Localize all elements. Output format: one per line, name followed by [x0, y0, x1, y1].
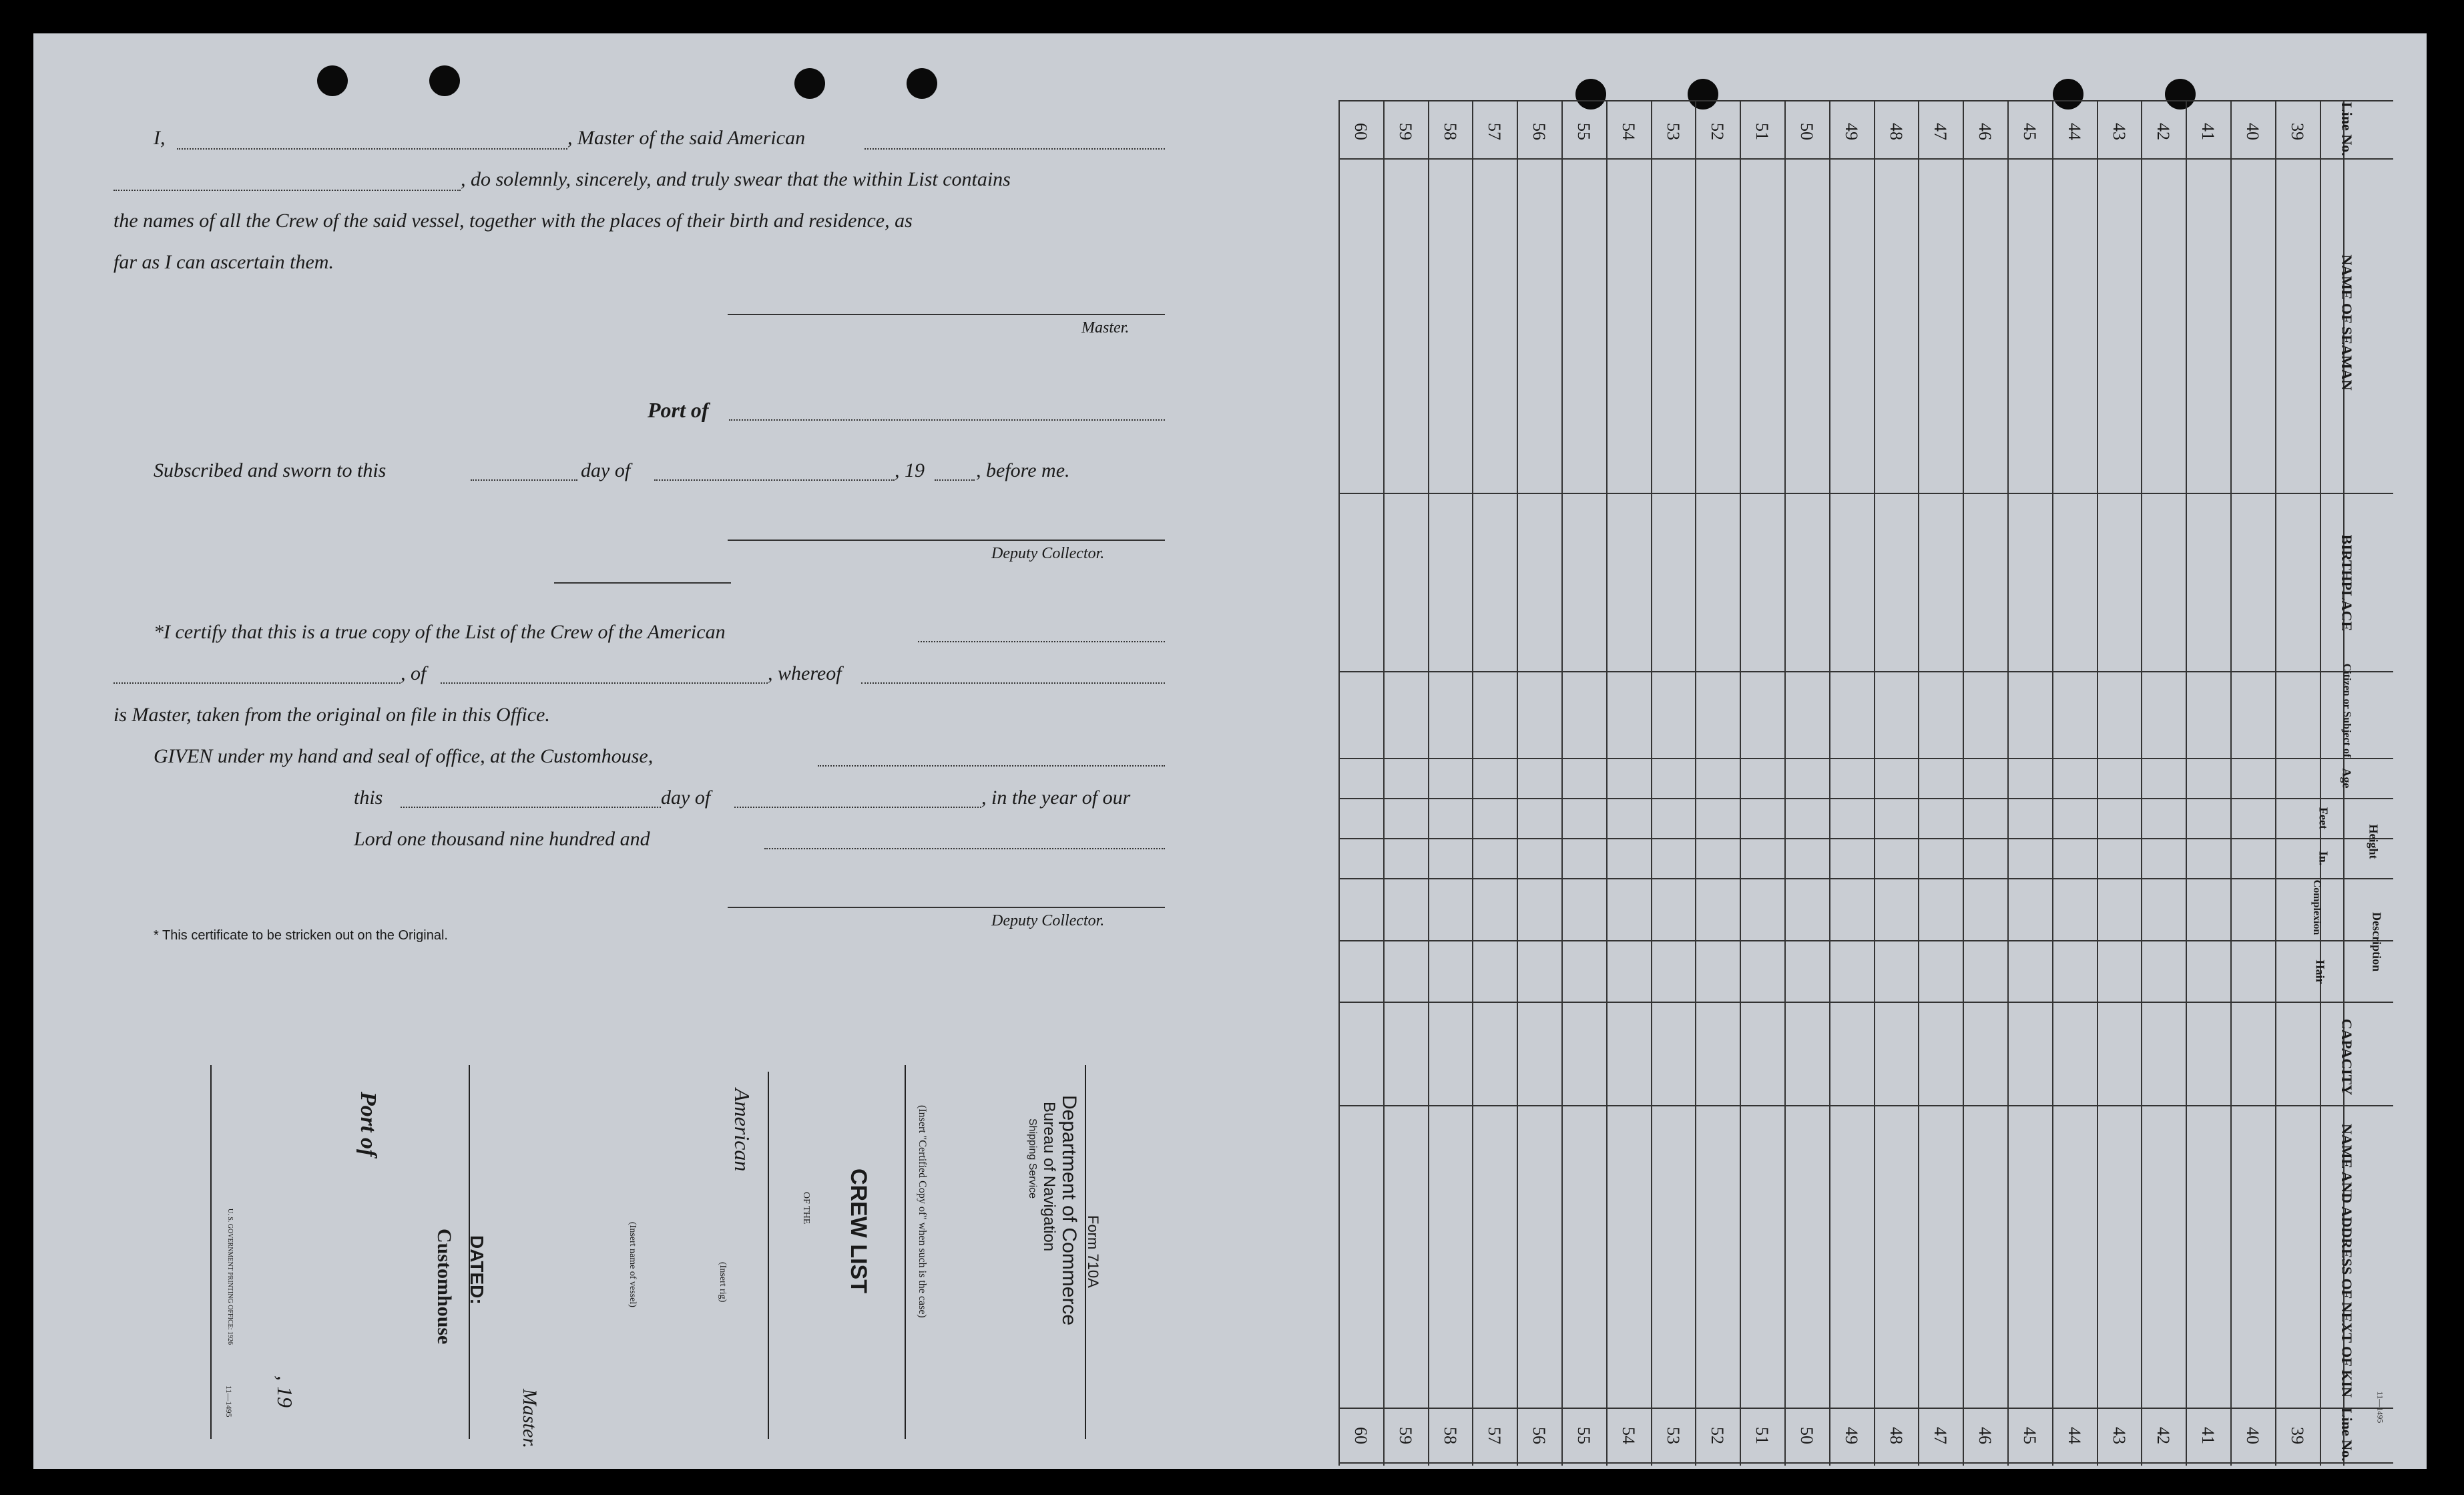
- table-column-rule: [1784, 100, 1786, 1466]
- stub-bureau: Bureau of Navigation: [1040, 1102, 1058, 1252]
- line-number: 48: [1886, 123, 1906, 140]
- line-number: 53: [1663, 1427, 1683, 1444]
- table-rule: [1338, 758, 2393, 759]
- header-hair: Hair: [2313, 959, 2327, 984]
- table-column-rule: [1338, 100, 1340, 1466]
- line-number: 54: [1618, 123, 1638, 140]
- footer-line-no: Line No.: [2338, 1408, 2355, 1462]
- line-number: 49: [1841, 1427, 1861, 1444]
- table-rule: [1338, 1408, 2393, 1409]
- line-number: 43: [2109, 1427, 2129, 1444]
- subscribed-day-field[interactable]: [471, 479, 577, 481]
- punch-hole: [429, 65, 460, 96]
- line-number: 57: [1485, 1427, 1505, 1444]
- line-number: 53: [1663, 123, 1683, 140]
- line-number: 55: [1574, 1427, 1593, 1444]
- table-column-rule: [1606, 100, 1608, 1466]
- table-rule: [1338, 493, 2393, 494]
- oath-master-name-field[interactable]: [177, 148, 567, 150]
- stub-printing-office: U. S. GOVERNMENT PRINTING OFFICE: 1926: [226, 1209, 234, 1345]
- oath-vessel-field[interactable]: [865, 148, 1165, 150]
- line-number: 47: [1931, 123, 1951, 140]
- line-number: 51: [1752, 1427, 1772, 1444]
- cert-rig-field[interactable]: [113, 682, 401, 684]
- subscribed-part-c: , 19: [895, 459, 925, 481]
- line-number: 59: [1395, 1427, 1415, 1444]
- stub-insert-rig: (Insert rig): [718, 1262, 728, 1303]
- oath-line-1-start: I,: [154, 127, 166, 149]
- line-number: 40: [2243, 123, 2262, 140]
- line-number: 54: [1618, 1427, 1638, 1444]
- cert-line-5-b: day of: [661, 787, 711, 809]
- line-number: 44: [2064, 123, 2084, 140]
- stub-american: American: [730, 1088, 754, 1172]
- cert-line-4: GIVEN under my hand and seal of office, at the Customhouse,: [154, 745, 654, 767]
- header-capacity: CAPACITY: [2338, 1018, 2355, 1096]
- oath-rig-field[interactable]: [113, 190, 461, 191]
- table-rule: [1338, 158, 2393, 160]
- line-number: 42: [2154, 123, 2174, 140]
- cert-line-2-b: , whereof: [768, 662, 842, 684]
- cert-line-6: Lord one thousand nine hundred and: [354, 828, 650, 850]
- table-rule: [1338, 798, 2393, 799]
- table-rule: [1338, 100, 2393, 101]
- table-column-rule: [2097, 100, 2098, 1466]
- crew-table: [1338, 100, 2393, 1466]
- cert-deputy-collector-signature-line[interactable]: [728, 907, 1165, 908]
- master-label: Master.: [1081, 319, 1130, 337]
- header-next-of-kin: NAME AND ADDRESS OF NEXT OF KIN: [2338, 1124, 2355, 1398]
- cert-line-3: is Master, taken from the original on file in this Office.: [113, 704, 550, 726]
- line-number: 51: [1752, 123, 1772, 140]
- table-rule: [1338, 671, 2393, 672]
- cert-line-5-c: , in the year of our: [981, 787, 1131, 809]
- stub-service: Shipping Service: [1027, 1118, 1038, 1199]
- table-column-rule: [1472, 100, 1473, 1466]
- punch-hole: [907, 68, 937, 99]
- line-number: 56: [1529, 1427, 1549, 1444]
- table-column-rule: [1517, 100, 1518, 1466]
- line-number: 43: [2109, 123, 2129, 140]
- table-code: 11—1495: [2375, 1391, 2385, 1424]
- stub-rule: [210, 1065, 212, 1439]
- table-column-rule: [1383, 100, 1385, 1466]
- oath-line-4: far as I can ascertain them.: [113, 251, 334, 273]
- header-line-no: Line No.: [2338, 102, 2355, 156]
- table-rule: [1338, 878, 2393, 879]
- cert-line-2-a: , of: [401, 662, 427, 684]
- stub-customhouse: Customhouse: [433, 1229, 455, 1345]
- table-rule: [1338, 1002, 2393, 1003]
- line-number: 46: [1975, 123, 1995, 140]
- header-name-of-seaman: NAME OF SEAMAN: [2338, 254, 2355, 391]
- stub-rule: [768, 1072, 769, 1439]
- cert-month-field[interactable]: [734, 807, 981, 808]
- table-column-rule: [2141, 100, 2142, 1466]
- oath-line-3: the names of all the Crew of the said vessel, together with the places of their birth and residence, as: [113, 210, 913, 232]
- oath-line-2: , do solemnly, sincerely, and truly swear that the within List contains: [461, 168, 1011, 190]
- line-number: 58: [1440, 1427, 1460, 1444]
- line-number: 52: [1708, 123, 1728, 140]
- header-complexion: Complexion: [2311, 879, 2322, 935]
- port-of-label: Port of: [648, 398, 709, 422]
- cert-year-field[interactable]: [764, 848, 1165, 849]
- header-birthplace: BIRTHPLACE: [2338, 534, 2355, 632]
- line-number: 41: [2198, 1427, 2218, 1444]
- line-number: 44: [2064, 1427, 2084, 1444]
- subscribed-part-b: day of: [581, 459, 631, 481]
- table-column-rule: [2052, 100, 2053, 1466]
- section-divider: [554, 582, 731, 584]
- stub-insert-certified: (Insert "Certified Copy of" when such is the case): [917, 1105, 928, 1318]
- table-column-rule: [1963, 100, 1964, 1466]
- subscribed-year-field[interactable]: [935, 479, 975, 481]
- line-number: 58: [1440, 123, 1460, 140]
- line-number: 45: [2020, 1427, 2039, 1444]
- port-of-field[interactable]: [729, 419, 1165, 421]
- line-number: 52: [1708, 1427, 1728, 1444]
- table-column-rule: [1695, 100, 1696, 1466]
- line-number: 55: [1574, 123, 1593, 140]
- punch-hole: [317, 65, 348, 96]
- table-column-rule: [1561, 100, 1563, 1466]
- stub-year: , 19: [273, 1375, 297, 1408]
- table-column-rule: [2320, 100, 2321, 1466]
- table-column-rule: [1428, 100, 1429, 1466]
- stub-port-of: Port of: [356, 1092, 381, 1157]
- header-height: Height: [2367, 824, 2381, 859]
- table-column-rule: [1874, 100, 1875, 1466]
- stub-department: Department of Commerce: [1058, 1095, 1080, 1326]
- table-column-rule: [1740, 100, 1741, 1466]
- line-number: 46: [1975, 1427, 1995, 1444]
- line-number: 39: [2287, 1427, 2307, 1444]
- table-column-rule: [1829, 100, 1830, 1466]
- line-number: 60: [1351, 123, 1371, 140]
- subscribed-part-d: , before me.: [976, 459, 1070, 481]
- line-number: 48: [1886, 1427, 1906, 1444]
- stub-dated: DATED:: [467, 1235, 487, 1305]
- cert-vessel-field[interactable]: [918, 641, 1165, 642]
- table-column-rule: [2007, 100, 2009, 1466]
- line-number: 50: [1797, 1427, 1816, 1444]
- stub-crew-list: CREW LIST: [846, 1168, 871, 1293]
- header-age: Age: [2340, 768, 2354, 789]
- line-number: 39: [2287, 123, 2307, 140]
- subscribed-month-field[interactable]: [654, 479, 895, 481]
- oath-line-1-end: , Master of the said American: [567, 127, 806, 149]
- line-number: 57: [1485, 123, 1505, 140]
- line-number: 59: [1395, 123, 1415, 140]
- deputy-collector-signature-line[interactable]: [728, 540, 1165, 541]
- line-number: 56: [1529, 123, 1549, 140]
- stub-code: 11—1495: [224, 1385, 234, 1418]
- line-number: 42: [2154, 1427, 2174, 1444]
- master-signature-line[interactable]: [728, 314, 1165, 315]
- header-feet: Feet: [2316, 807, 2330, 829]
- line-number: 45: [2020, 123, 2039, 140]
- deputy-collector-label: Deputy Collector.: [991, 545, 1105, 562]
- cert-master-field[interactable]: [861, 682, 1165, 684]
- table-column-rule: [2275, 100, 2276, 1466]
- table-rule: [1338, 1462, 2393, 1464]
- line-number: 47: [1931, 1427, 1951, 1444]
- stub-form-number: Form 710A: [1085, 1215, 1101, 1288]
- cert-line-1: *I certify that this is a true copy of the List of the Crew of the American: [154, 621, 726, 643]
- line-number: 40: [2243, 1427, 2262, 1444]
- line-number: 60: [1351, 1427, 1371, 1444]
- header-citizen: Citizen or Subject of: [2341, 663, 2353, 758]
- cert-line-5-a: this: [354, 787, 383, 809]
- table-column-rule: [2186, 100, 2187, 1466]
- document-page: [33, 33, 2427, 1469]
- stub-rule: [905, 1065, 906, 1439]
- punch-hole: [794, 68, 825, 99]
- table-rule: [1338, 940, 2393, 941]
- cert-customhouse-field[interactable]: [818, 765, 1165, 767]
- header-description: Description: [2370, 912, 2384, 972]
- table-rule: [1338, 838, 2393, 839]
- cert-port-field[interactable]: [441, 682, 768, 684]
- table-rule: [1338, 1105, 2393, 1106]
- line-number: 49: [1841, 123, 1861, 140]
- cert-day-field[interactable]: [401, 807, 661, 808]
- line-number: 50: [1797, 123, 1816, 140]
- cert-footnote: * This certificate to be stricken out on the Original.: [154, 928, 448, 943]
- table-column-rule: [1918, 100, 1919, 1466]
- cert-deputy-collector-label: Deputy Collector.: [991, 912, 1105, 929]
- subscribed-part-a: Subscribed and sworn to this: [154, 459, 387, 481]
- table-column-rule: [1651, 100, 1652, 1466]
- stub-of-the: OF THE: [801, 1192, 811, 1225]
- table-column-rule: [2230, 100, 2232, 1466]
- header-inches: In.: [2316, 851, 2330, 866]
- stub-master: Master.: [519, 1389, 541, 1449]
- line-number: 41: [2198, 123, 2218, 140]
- stub-insert-vessel: (Insert name of vessel): [628, 1222, 638, 1307]
